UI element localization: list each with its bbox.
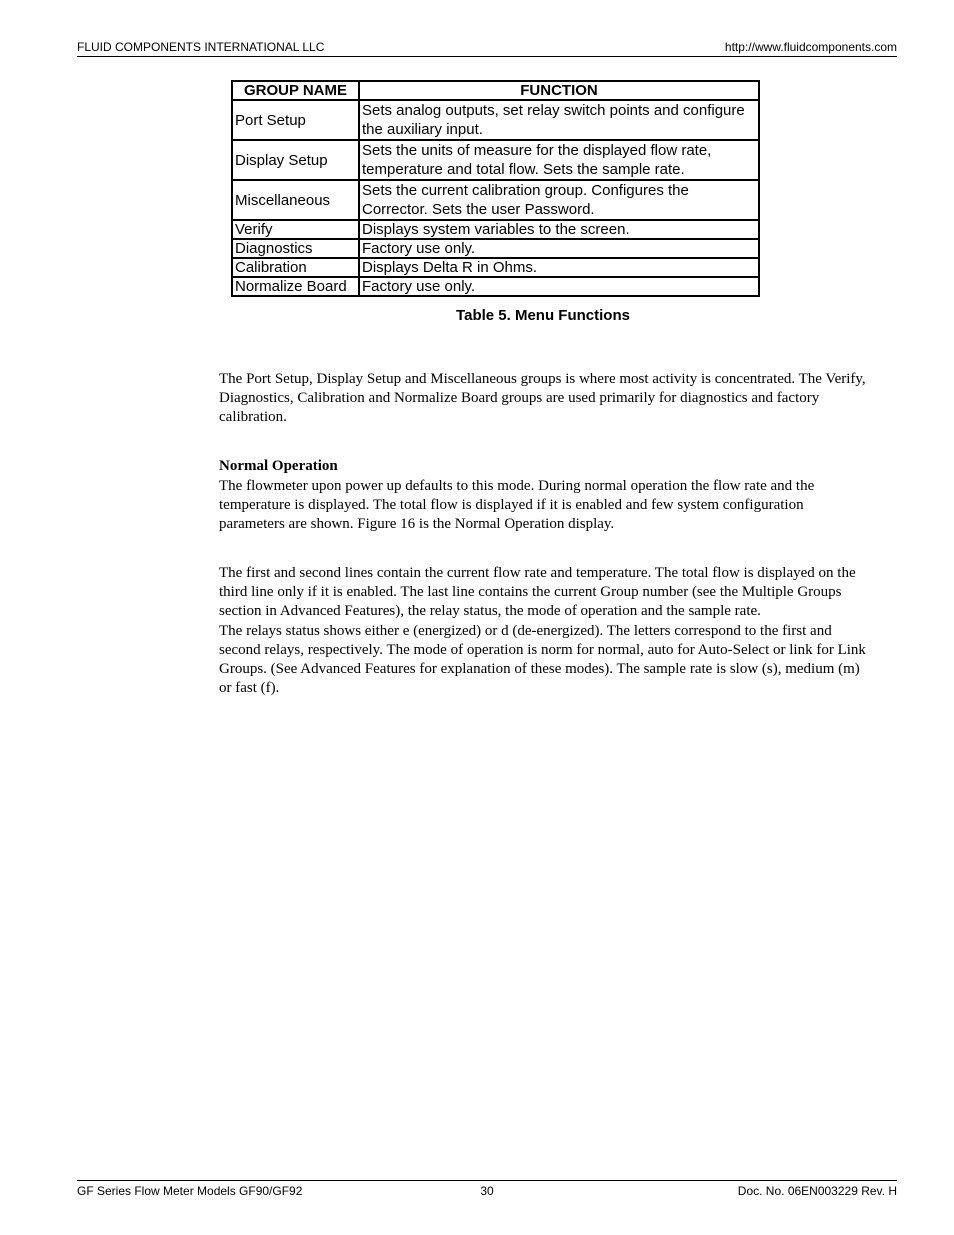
function-cell: Displays system variables to the screen. [359,220,759,239]
table-header-row [232,81,759,100]
page-number: 30 [480,1184,494,1198]
table-row [232,258,759,277]
paragraph-normal-operation: The flowmeter upon power up defaults to this mode. During normal operation the flow rate and the temperature is displayed. The total flow is displayed if it is enabled and few system configuration parameters are shown. Figure 16 is the Normal Operation display. [219,478,815,532]
group-name-cell: Port Setup [232,100,359,140]
group-name-cell: Calibration [232,258,359,277]
table-row [232,220,759,239]
page-footer [77,1180,897,1199]
section-heading-normal-operation: Normal Operation [219,458,338,474]
column-header-group-name: GROUP NAME [232,81,359,100]
group-name-cell: Verify [232,220,359,239]
table-row [232,180,759,220]
column-header-function: FUNCTION [359,81,759,100]
function-cell: Factory use only. [359,239,759,258]
function-cell: Factory use only. [359,277,759,296]
footer-doc-number: Doc. No. 06EN003229 Rev. H [737,1184,897,1198]
paragraph-display-lines: The first and second lines contain the current flow rate and temperature. The total flow is displayed on the third line only if it is enabled. The last line contains the current Group number (see the Multiple Groups section in Advanced Features), the relay status, the mode of operation and the sample rate. [219,565,856,619]
table-row [232,140,759,180]
group-name-cell: Normalize Board [232,277,359,296]
function-cell: Sets the units of measure for the displayed flow rate, temperature and total flow. Sets the sample rate. [359,140,759,180]
group-name-cell: Diagnostics [232,239,359,258]
table-row [232,100,759,140]
function-cell: Sets analog outputs, set relay switch points and configure the auxiliary input. [359,100,759,140]
paragraph-relay-status: The relays status shows either e (energized) or d (de-energized). The letters correspond to the first and second relays, respectively. The mode of operation is norm for normal, auto for Auto-Select or link for Link Groups. (See Advanced Features for explanation of these modes). The sample rate is slow (s), medium (m) or fast (f). [219,623,866,696]
table-row [232,239,759,258]
page-header [77,40,897,57]
table-row [232,277,759,296]
footer-model: GF Series Flow Meter Models GF90/GF92 [77,1184,303,1198]
table-caption: Table 5. Menu Functions [456,307,630,324]
function-cell: Sets the current calibration group. Configures the Corrector. Sets the user Password. [359,180,759,220]
function-cell: Displays Delta R in Ohms. [359,258,759,277]
header-company: FLUID COMPONENTS INTERNATIONAL LLC [77,40,325,54]
paragraph-groups-overview: The Port Setup, Display Setup and Miscellaneous groups is where most activity is concentrated. The Verify, Diagnostics, Calibration and Normalize Board groups are used primarily for diagnostics and factory calibration. [219,371,866,425]
menu-functions-table [231,80,760,297]
group-name-cell: Display Setup [232,140,359,180]
header-url: http://www.fluidcomponents.com [724,40,897,54]
group-name-cell: Miscellaneous [232,180,359,220]
